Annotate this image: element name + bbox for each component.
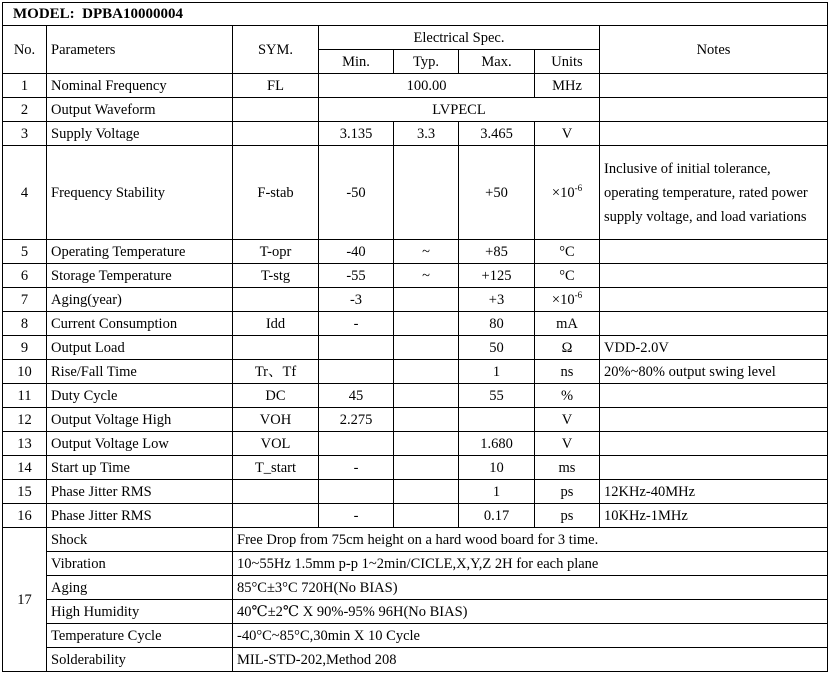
table-row — [3, 384, 828, 408]
row-unit — [535, 122, 600, 146]
row-min: -50 — [319, 146, 394, 240]
header-max: Max. — [459, 50, 535, 74]
row-no: 1 — [3, 74, 47, 98]
row-symbol: DC — [233, 384, 319, 408]
row-max: 10 — [459, 456, 535, 480]
row-symbol — [233, 336, 319, 360]
row-no: 12 — [3, 408, 47, 432]
row-notes: 20%~80% output swing level — [600, 360, 828, 384]
row-unit — [535, 408, 600, 432]
row-min: 3.135 — [319, 122, 394, 146]
unit-text: ps — [560, 507, 574, 524]
row-parameter: Output Waveform — [47, 98, 233, 122]
row-max: 1 — [459, 480, 535, 504]
env-test-name: Aging — [47, 576, 233, 600]
row-no: 11 — [3, 384, 47, 408]
row-unit — [535, 432, 600, 456]
row-notes — [600, 384, 828, 408]
row-no: 5 — [3, 240, 47, 264]
row-typ — [394, 432, 459, 456]
row-symbol: VOH — [233, 408, 319, 432]
row-max: +50 — [459, 146, 535, 240]
row-typ — [394, 146, 459, 240]
row-min: -3 — [319, 288, 394, 312]
unit-exponent: -6 — [574, 289, 583, 300]
row-symbol: VOL — [233, 432, 319, 456]
row-typ — [394, 384, 459, 408]
table-row — [3, 624, 828, 648]
row-typ — [394, 504, 459, 528]
header-sym: SYM. — [233, 26, 319, 74]
row-typ — [394, 336, 459, 360]
row-no: 13 — [3, 432, 47, 456]
row-symbol: Tr、Tf — [233, 360, 319, 384]
row-notes — [600, 432, 828, 456]
row-notes — [600, 122, 828, 146]
table-row — [3, 264, 828, 288]
unit-text: ×10 — [551, 291, 575, 308]
row-notes — [600, 264, 828, 288]
row-unit — [535, 336, 600, 360]
unit-text: V — [561, 435, 573, 452]
row-no: 4 — [3, 146, 47, 240]
row-notes — [600, 312, 828, 336]
row-notes — [600, 288, 828, 312]
env-test-condition: 10~55Hz 1.5mm p-p 1~2min/CICLE,X,Y,Z 2H for each plane — [233, 552, 828, 576]
spec-table — [2, 2, 828, 672]
row-parameter: Start up Time — [47, 456, 233, 480]
row-unit — [535, 504, 600, 528]
row-no: 16 — [3, 504, 47, 528]
row-unit — [535, 384, 600, 408]
env-test-condition: 40℃±2℃ X 90%-95% 96H(No BIAS) — [233, 600, 828, 624]
row-unit — [535, 264, 600, 288]
row-parameter: Output Voltage Low — [47, 432, 233, 456]
row-max: 50 — [459, 336, 535, 360]
row-min: -55 — [319, 264, 394, 288]
table-row — [3, 98, 828, 122]
row-symbol: T_start — [233, 456, 319, 480]
env-test-condition: Free Drop from 75cm height on a hard wood board for 3 time. — [233, 528, 828, 552]
row-notes — [600, 74, 828, 98]
row-unit — [535, 288, 600, 312]
row-symbol — [233, 504, 319, 528]
unit-text: V — [561, 125, 573, 142]
row-symbol: F-stab — [233, 146, 319, 240]
row-parameter: Output Voltage High — [47, 408, 233, 432]
unit-text: ×10 — [551, 184, 575, 201]
unit-text: % — [560, 387, 574, 404]
row-notes — [600, 408, 828, 432]
unit-exponent: -6 — [574, 182, 583, 193]
row-max: +125 — [459, 264, 535, 288]
table-row — [3, 576, 828, 600]
row-value: 100.00 — [319, 74, 535, 98]
env-test-name: Vibration — [47, 552, 233, 576]
row-no: 8 — [3, 312, 47, 336]
row-symbol: T-opr — [233, 240, 319, 264]
row-notes: VDD-2.0V — [600, 336, 828, 360]
row-unit — [535, 146, 600, 240]
header-electrical-spec: Electrical Spec. — [319, 26, 600, 50]
unit-text: °C — [559, 243, 575, 260]
table-row — [3, 312, 828, 336]
row-notes — [600, 240, 828, 264]
table-row — [3, 288, 828, 312]
header-parameters: Parameters — [47, 26, 233, 74]
row-notes — [600, 456, 828, 480]
row-unit — [535, 456, 600, 480]
row-min: 45 — [319, 384, 394, 408]
row-no: 15 — [3, 480, 47, 504]
row-unit — [535, 360, 600, 384]
row-typ: 3.3 — [394, 122, 459, 146]
row-typ — [394, 480, 459, 504]
table-row — [3, 122, 828, 146]
table-row — [3, 74, 828, 98]
row-parameter: Current Consumption — [47, 312, 233, 336]
env-test-name: Shock — [47, 528, 233, 552]
row-parameter: Frequency Stability — [47, 146, 233, 240]
row-max: 1 — [459, 360, 535, 384]
row-unit — [535, 312, 600, 336]
env-test-condition: 85°C±3°C 720H(No BIAS) — [233, 576, 828, 600]
row-parameter: Rise/Fall Time — [47, 360, 233, 384]
row-parameter: Operating Temperature — [47, 240, 233, 264]
row-typ — [394, 288, 459, 312]
row-typ: ~ — [394, 240, 459, 264]
row-parameter: Supply Voltage — [47, 122, 233, 146]
row-typ — [394, 312, 459, 336]
table-row — [3, 480, 828, 504]
row-min: - — [319, 312, 394, 336]
row-min — [319, 336, 394, 360]
row-min — [319, 480, 394, 504]
unit-text: mA — [556, 315, 578, 332]
row-no: 14 — [3, 456, 47, 480]
table-row — [3, 600, 828, 624]
row-parameter: Output Load — [47, 336, 233, 360]
row-parameter: Nominal Frequency — [47, 74, 233, 98]
row-no: 3 — [3, 122, 47, 146]
row-symbol: T-stg — [233, 264, 319, 288]
row-min: -40 — [319, 240, 394, 264]
table-row — [3, 408, 828, 432]
unit-text: ns — [560, 363, 574, 380]
row-max: +85 — [459, 240, 535, 264]
row-typ — [394, 408, 459, 432]
table-row — [3, 504, 828, 528]
row-typ: ~ — [394, 264, 459, 288]
row-symbol: Idd — [233, 312, 319, 336]
table-row — [3, 648, 828, 672]
row-min — [319, 432, 394, 456]
row-value: LVPECL — [319, 98, 600, 122]
row-parameter: Aging(year) — [47, 288, 233, 312]
row-parameter: Phase Jitter RMS — [47, 480, 233, 504]
row-unit — [535, 240, 600, 264]
row-unit — [535, 74, 600, 98]
row-min: - — [319, 504, 394, 528]
row-max — [459, 408, 535, 432]
row-symbol — [233, 480, 319, 504]
table-row — [3, 456, 828, 480]
unit-text: V — [561, 411, 573, 428]
row-min — [319, 360, 394, 384]
row-notes: 12KHz-40MHz — [600, 480, 828, 504]
unit-text: ps — [560, 483, 574, 500]
table-row — [3, 240, 828, 264]
row-no: 2 — [3, 98, 47, 122]
env-test-name: Temperature Cycle — [47, 624, 233, 648]
row-notes: 10KHz-1MHz — [600, 504, 828, 528]
unit-text: Ω — [561, 339, 573, 356]
table-row — [3, 360, 828, 384]
row-symbol — [233, 288, 319, 312]
header-no: No. — [3, 26, 47, 74]
row-max: 80 — [459, 312, 535, 336]
row-min: - — [319, 456, 394, 480]
table-row — [3, 146, 828, 240]
unit-text: MHz — [552, 77, 582, 94]
row-typ — [394, 360, 459, 384]
unit-text: ms — [558, 459, 576, 476]
row-no: 17 — [3, 528, 47, 672]
row-notes: Inclusive of initial tolerance, operating temperature, rated power supply voltage, and load variations — [600, 146, 828, 240]
unit-text: °C — [559, 267, 575, 284]
row-unit — [535, 480, 600, 504]
row-max: 1.680 — [459, 432, 535, 456]
row-parameter: Storage Temperature — [47, 264, 233, 288]
env-test-name: Solderability — [47, 648, 233, 672]
row-no: 10 — [3, 360, 47, 384]
row-no: 6 — [3, 264, 47, 288]
row-max: 55 — [459, 384, 535, 408]
table-row — [3, 552, 828, 576]
table-row — [3, 528, 828, 552]
header-units: Units — [535, 50, 600, 74]
row-parameter: Phase Jitter RMS — [47, 504, 233, 528]
header-min: Min. — [319, 50, 394, 74]
env-test-name: High Humidity — [47, 600, 233, 624]
row-typ — [394, 456, 459, 480]
table-row — [3, 432, 828, 456]
row-notes — [600, 98, 828, 122]
row-no: 9 — [3, 336, 47, 360]
row-no: 7 — [3, 288, 47, 312]
row-max: +3 — [459, 288, 535, 312]
row-max: 0.17 — [459, 504, 535, 528]
row-parameter: Duty Cycle — [47, 384, 233, 408]
env-test-condition: MIL-STD-202,Method 208 — [233, 648, 828, 672]
row-symbol — [233, 122, 319, 146]
table-row — [3, 336, 828, 360]
row-max: 3.465 — [459, 122, 535, 146]
row-symbol — [233, 98, 319, 122]
header-notes: Notes — [600, 26, 828, 74]
row-min: 2.275 — [319, 408, 394, 432]
model-title: MODEL: DPBA10000004 — [3, 3, 828, 26]
header-typ: Typ. — [394, 50, 459, 74]
env-test-condition: -40°C~85°C,30min X 10 Cycle — [233, 624, 828, 648]
row-symbol: FL — [233, 74, 319, 98]
